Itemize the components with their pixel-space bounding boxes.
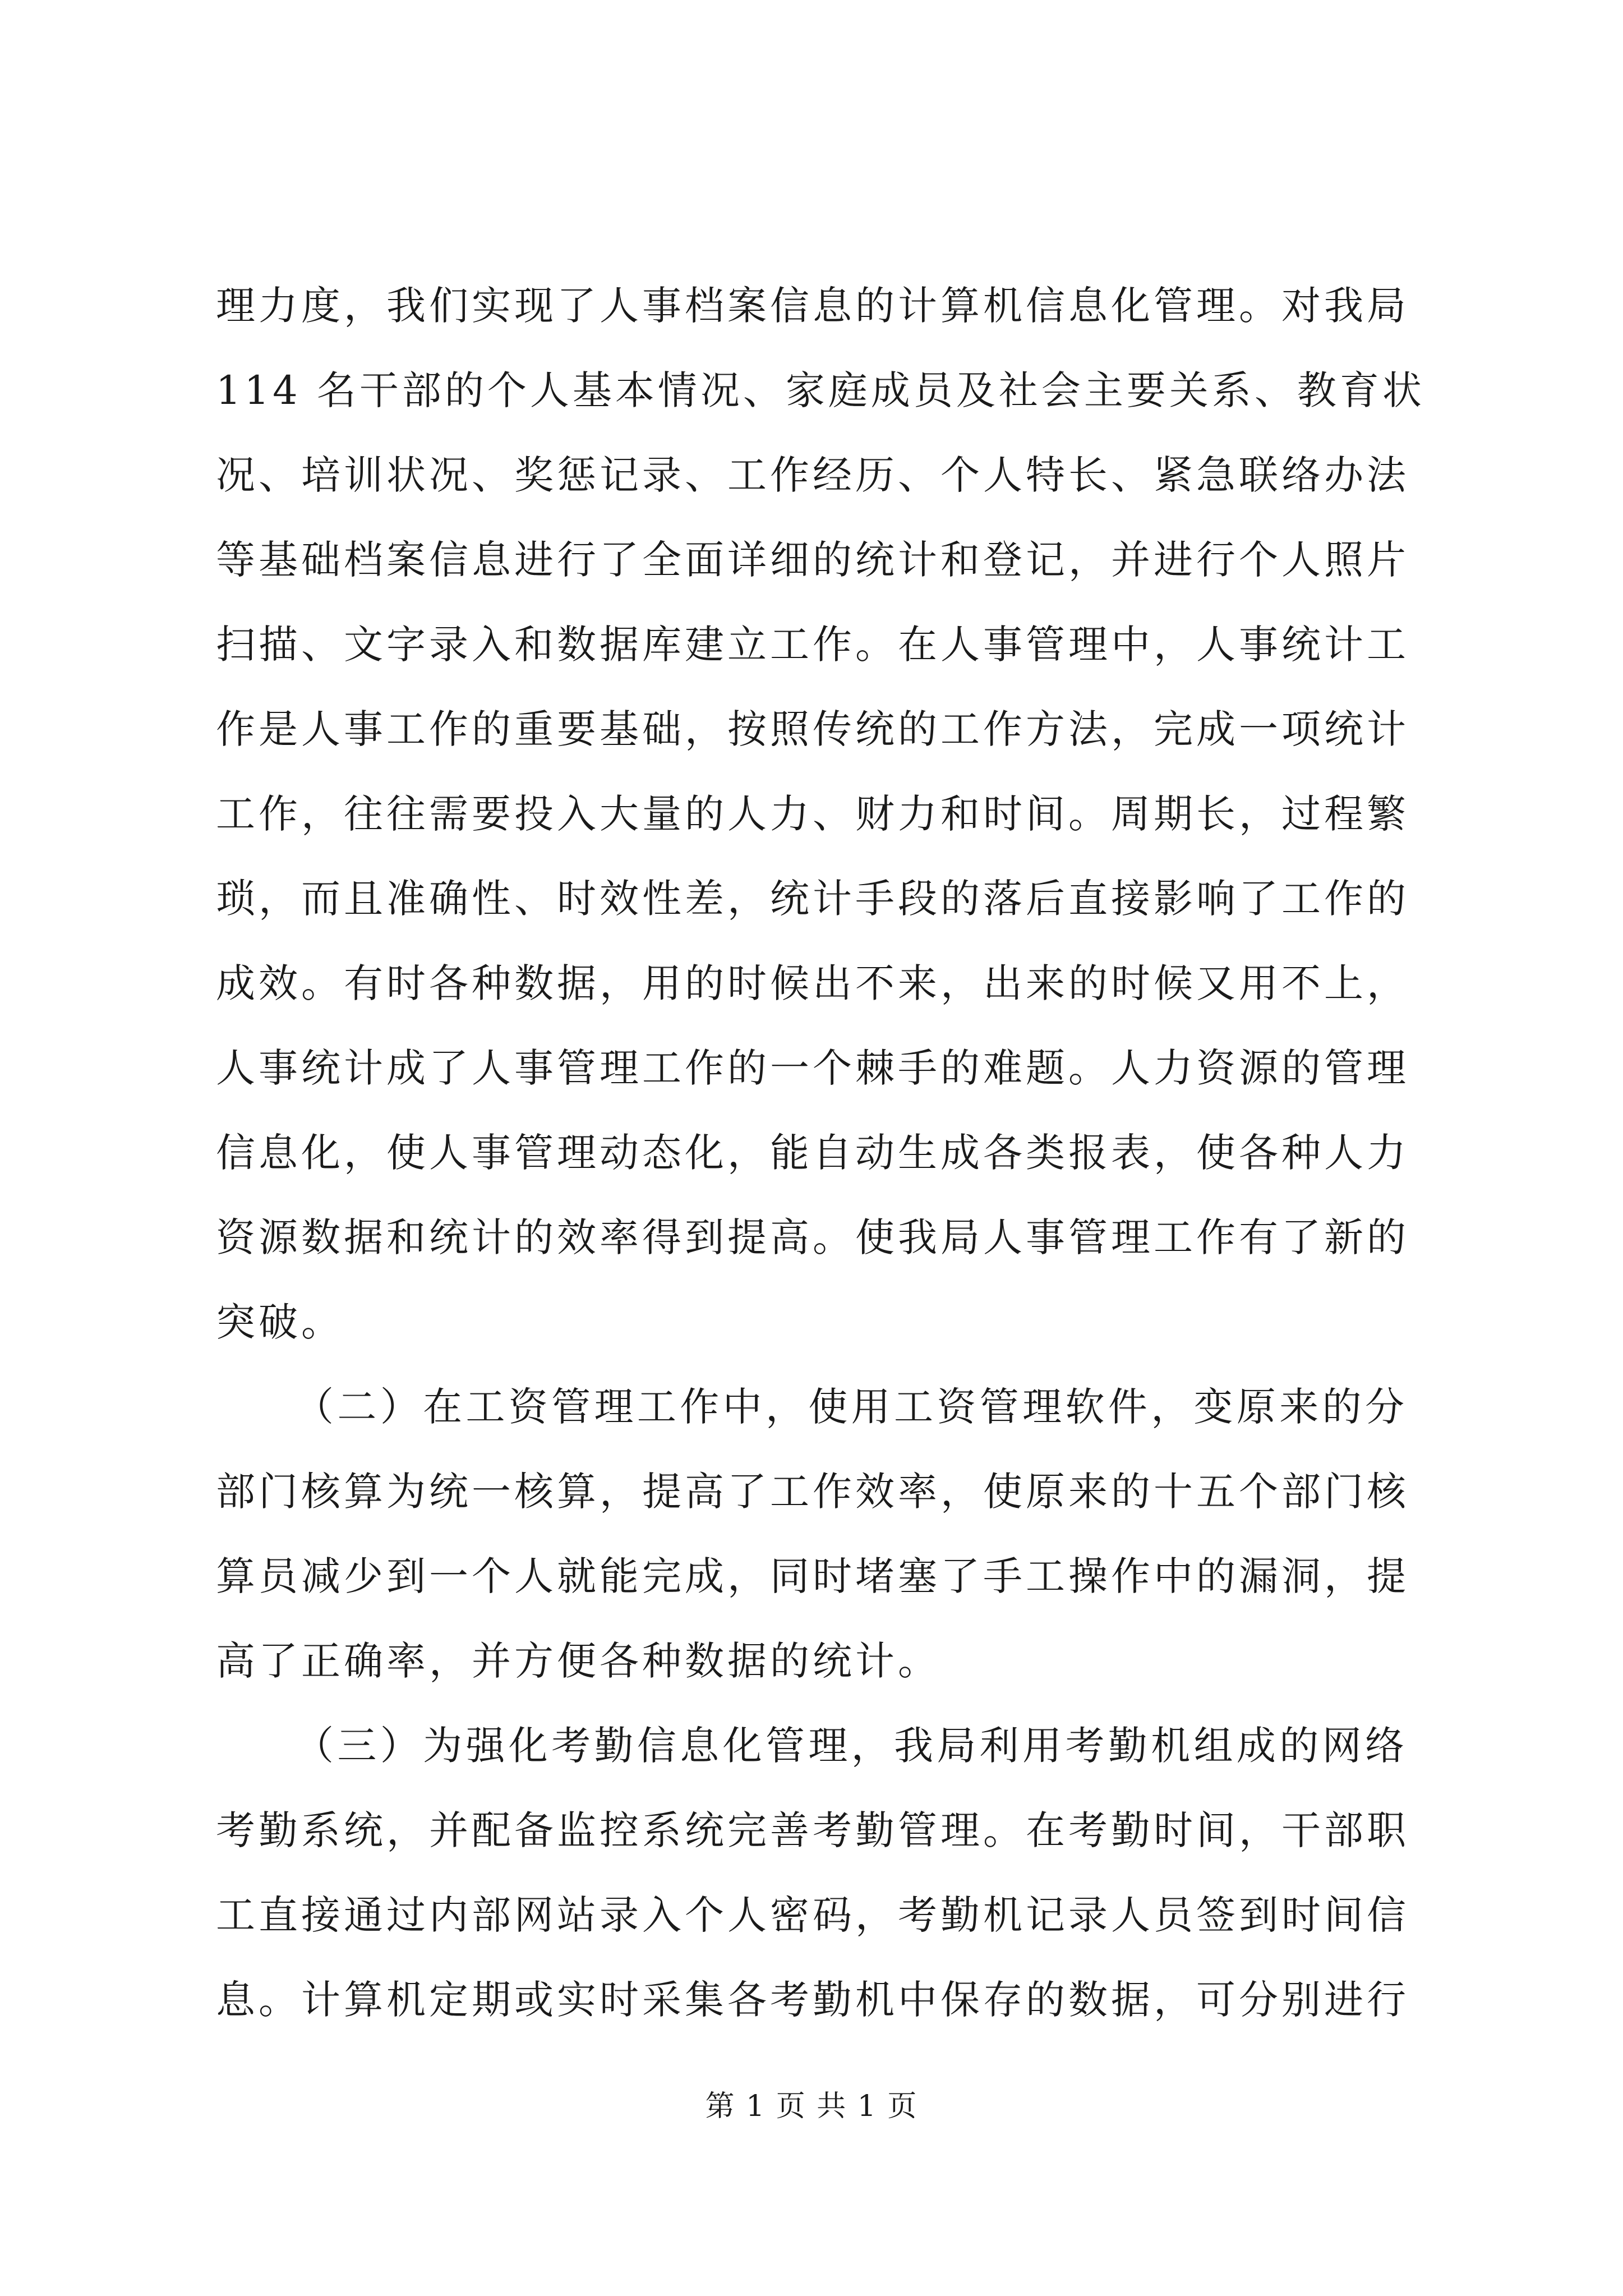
- text-line: 突破。: [216, 1299, 344, 1345]
- text-line: 算员减少到一个人就能完成，同时堵塞了手工操作中的漏洞，提: [216, 1553, 1409, 1599]
- text-line: 况、培训状况、奖惩记录、工作经历、个人特长、紧急联络办法: [216, 452, 1409, 498]
- paragraph-first-line: （二）在工资管理工作中，使用工资管理软件，变原来的分: [294, 1384, 1408, 1430]
- paragraph-first-line: （三）为强化考勤信息化管理，我局利用考勤机组成的网络: [294, 1723, 1408, 1769]
- text-line: 考勤系统，并配备监控系统完善考勤管理。在考勤时间，干部职: [216, 1807, 1409, 1853]
- text-line: 作是人事工作的重要基础，按照传统的工作方法，完成一项统计: [216, 706, 1409, 752]
- text-line: 息。计算机定期或实时采集各考勤机中保存的数据，可分别进行: [216, 1977, 1409, 2023]
- text-line: 资源数据和统计的效率得到提高。使我局人事管理工作有了新的: [216, 1214, 1409, 1260]
- text-line: 琐，而且准确性、时效性差，统计手段的落后直接影响了工作的: [216, 876, 1409, 922]
- text-line: 人事统计成了人事管理工作的一个棘手的难题。人力资源的管理: [216, 1045, 1409, 1091]
- text-line: 工作，往往需要投入大量的人力、财力和时间。周期长，过程繁: [216, 791, 1409, 837]
- text-line: 工直接通过内部网站录入个人密码，考勤机记录人员签到时间信: [216, 1892, 1409, 1938]
- text-line: 扫描、文字录入和数据库建立工作。在人事管理中，人事统计工: [216, 622, 1409, 668]
- text-line: 理力度，我们实现了人事档案信息的计算机信息化管理。对我局: [216, 283, 1409, 329]
- document-body: [216, 264, 1425, 2042]
- page-number-footer: 第 1 页 共 1 页: [705, 2090, 918, 2123]
- text-line: 部门核算为统一核算，提高了工作效率，使原来的十五个部门核: [216, 1469, 1409, 1515]
- text-line: 高了正确率，并方便各种数据的统计。: [216, 1638, 940, 1684]
- text-line: 114 名干部的个人基本情况、家庭成员及社会主要关系、教育状: [216, 367, 1425, 413]
- text-line: 信息化，使人事管理动态化，能自动生成各类报表，使各种人力: [216, 1130, 1409, 1176]
- text-line: 等基础档案信息进行了全面详细的统计和登记，并进行个人照片: [216, 537, 1409, 583]
- text-line: 成效。有时各种数据，用的时候出不来，出来的时候又用不上，: [216, 960, 1409, 1006]
